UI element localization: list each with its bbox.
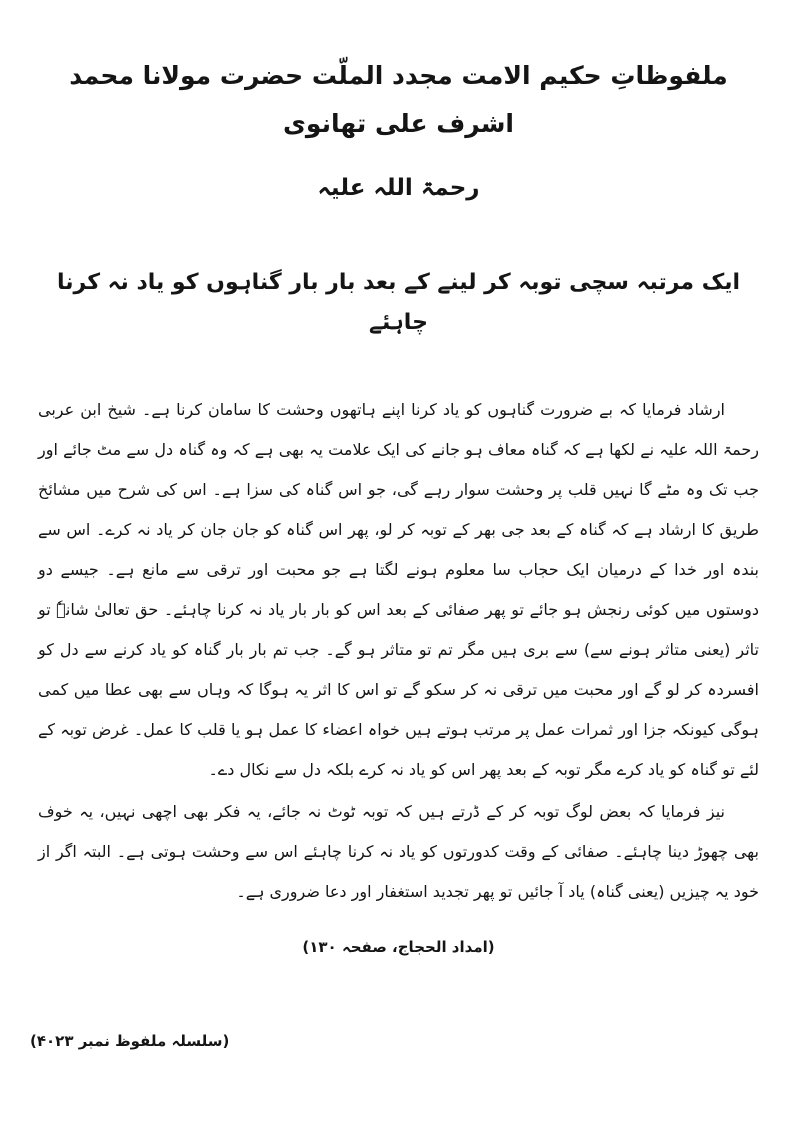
body-paragraph-1: ارشاد فرمایا کہ بے ضرورت گناہوں کو یاد کرنا اپنے ہاتھوں وحشت کا سامان کرنا ہے۔ شیخ ابن عربی رحمۃ اللہ علیہ نے لکھا ہے کہ گناہ معاف ہو جانے کی ایک علامت یہ بھی ہے کہ وہ گناہ دل سے مٹ جائے اور جب تک وہ مٹے گا نہیں قلب پر وحشت سوار رہے گی، جو اس گناہ کی سزا ہے۔ اس کی شرح میں مشائخ طریق کا ارشاد ہے کہ گناہ کے بعد جی بھر کے توبہ کر لو، پھر اس گناہ کو جان جان کر یاد نہ کرے۔ اس سے بندہ اور خدا کے درمیان ایک حجاب سا معلوم ہونے لگتا ہے جو محبت اور ترقی سے مانع ہے۔ جیسے دو دوستوں میں کوئی رنجش ہو جائے تو پھر صفائی کے بعد اس کو بار بار یاد نہ کرنا چاہئے۔ حق تعالیٰ شانہٗ تو تاثر (یعنی متاثر ہونے سے) سے بری ہیں مگر تم تو متاثر ہو گے۔ جب تم بار بار گناہ کو یاد کرنے سے دل کو افسردہ کر لو گے اور محبت میں ترقی نہ کر سکو گے تو اس کا اثر یہ ہوگا کہ وہاں سے بھی عطا میں کمی ہوگی کیونکہ جزا اور ثمرات عمل پر مرتب ہوتے ہیں خواہ اعضاء کا عمل ہو یا قلب کا عمل۔ غرض توبہ کے لئے تو گناہ کو یاد کرے مگر توبہ کے بعد پھر اس کو یاد نہ کرے بلکہ دل سے نکال دے۔	[38, 400, 759, 780]
body-paragraph-2: نیز فرمایا کہ بعض لوگ توبہ کر کے ڈرتے ہیں کہ توبہ ٹوٹ نہ جائے، یہ فکر بھی اچھی نہیں، یہ خوف بھی چھوڑ دینا چاہئے۔ صفائی کے وقت کدورتوں کو یاد نہ کرنا چاہئے اس سے وحشت ہوتی ہے۔ البتہ اگر از خود یہ چیزیں (یعنی گناہ) یاد آ جائیں تو پھر تجدید استغفار اور دعا ضروری ہے۔	[38, 802, 759, 902]
series-number: (سلسلہ ملفوظ نمبر ۴۰۲۳)	[30, 1032, 230, 1050]
section-heading: ایک مرتبہ سچی توبہ کر لینے کے بعد بار بار گناہوں کو یاد نہ کرنا چاہئے	[56, 270, 741, 335]
title-honorific: رحمۃ اللہ علیہ	[317, 175, 480, 201]
page-title: ملفوظاتِ حکیم الامت مجدد الملّت حضرت مولانا محمد اشرف علی تھانوی	[69, 61, 728, 138]
citation: (امداد الحجاج، صفحہ ۱۳۰)	[302, 938, 495, 957]
